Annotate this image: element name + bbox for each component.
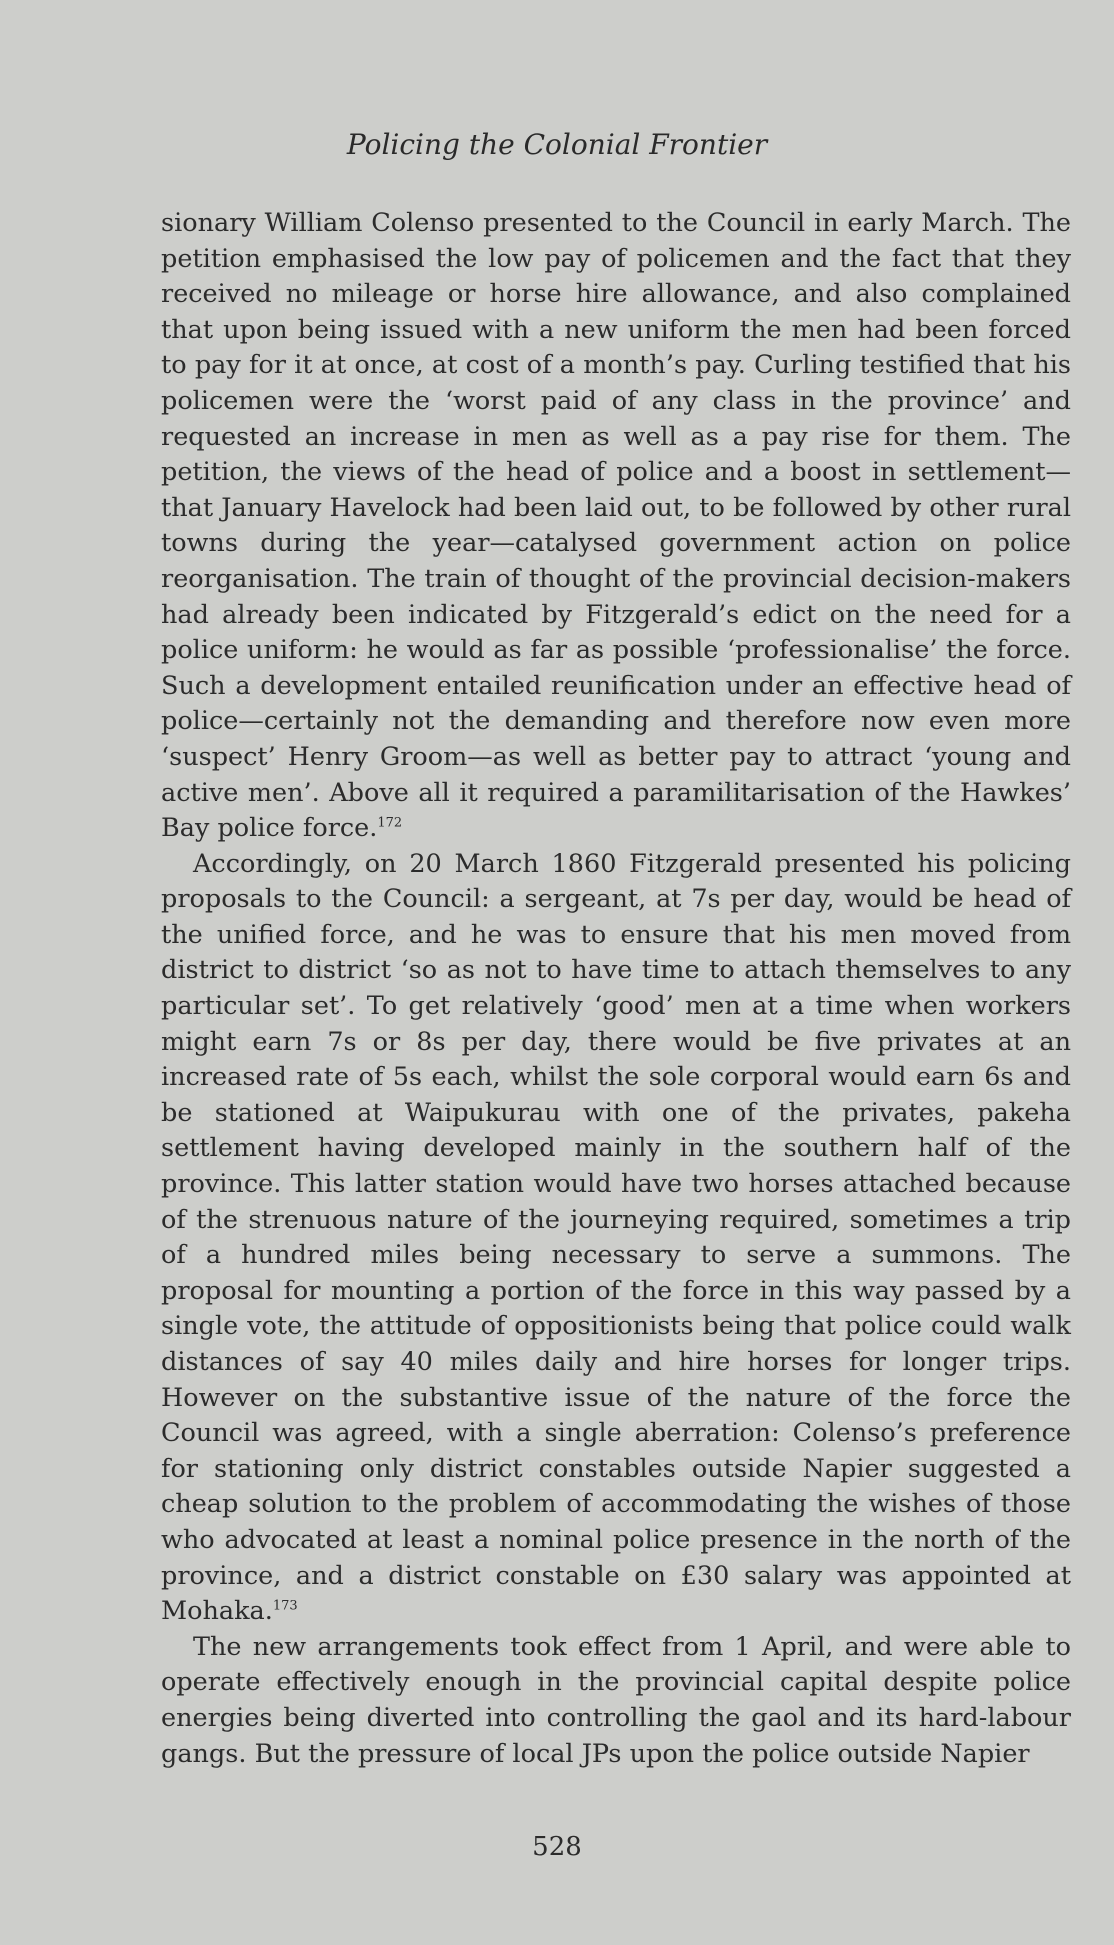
running-head-title: Policing the Colonial Frontier [346, 128, 768, 161]
paragraph-3-text: The new arrangements took effect from 1 April, and were able to operate effectively enough in the provincial capital despite police energies being diverted into controlling the gaol and its hard-labour gangs. But the pressure of local JPs upon the police outside Napier [161, 1631, 1071, 1769]
body-text [161, 206, 1071, 1772]
footnote-ref-173: 173 [272, 1598, 298, 1614]
paragraph-2 [161, 847, 1071, 1630]
paragraph-1-text: sionary William Colenso presented to the Council in early March. The petition emphasised the low pay of policemen and the fact that they received no mileage or horse hire allowance, and also complained that upon being issued with a new uniform the men had been forced to pay for it at once, at cost of a month’s pay. Curling testified that his policemen were the ‘worst paid of any class in the province’ and requested an increase in men as well as a pay rise for them. The petition, the views of the head of police and a boost in settlement—that January Havelock had been laid out, to be followed by other rural towns during the year—catalysed government action on police reorganisation. The train of thought of the provincial decision-makers had already been indicated by Fitzgerald’s edict on the need for a police uniform: he would as far as possible ‘professionalise’ the force. Such a development entailed reunification under an effective head of police—certainly not the demanding and therefore now even more ‘suspect’ Henry Groom—as well as better pay to attract ‘young and active men’. Above all it required a paramilitarisation of the Hawkes’ Bay police force. [161, 208, 1071, 844]
page-number: 528 [532, 1832, 582, 1862]
footnote-ref-172: 172 [377, 815, 403, 831]
paragraph-3 [161, 1630, 1071, 1772]
paragraph-2-text: Accordingly, on 20 March 1860 Fitzgerald presented his policing proposals to the Council: a sergeant, at 7s per day, would be head of the unified force, and he was to ensure that his men moved from district to district ‘so as not to have time to attach themselves to any particular set’. To get relatively ‘good’ men at a time when workers might earn 7s or 8s per day, there would be five privates at an increased rate of 5s each, whilst the sole corporal would earn 6s and be stationed at Waipukurau with one of the privates, pakeha settlement having developed mainly in the southern half of the province. This latter station would have two horses attached because of the strenuous nature of the journeying required, sometimes a trip of a hundred miles being necessary to serve a summons. The proposal for mounting a portion of the force in this way passed by a single vote, the attitude of oppositionists being that police could walk distances of say 40 miles daily and hire horses for longer trips. However on the substantive issue of the nature of the force the Council was agreed, with a single aberration: Colenso’s preference for stationing only district constables outside Napier suggested a cheap solution to the problem of accommodating the wishes of those who advocated at least a nominal police presence in the north of the province, and a district constable on £30 salary was appointed at Mohaka. [161, 848, 1071, 1627]
paragraph-1 [161, 206, 1071, 847]
